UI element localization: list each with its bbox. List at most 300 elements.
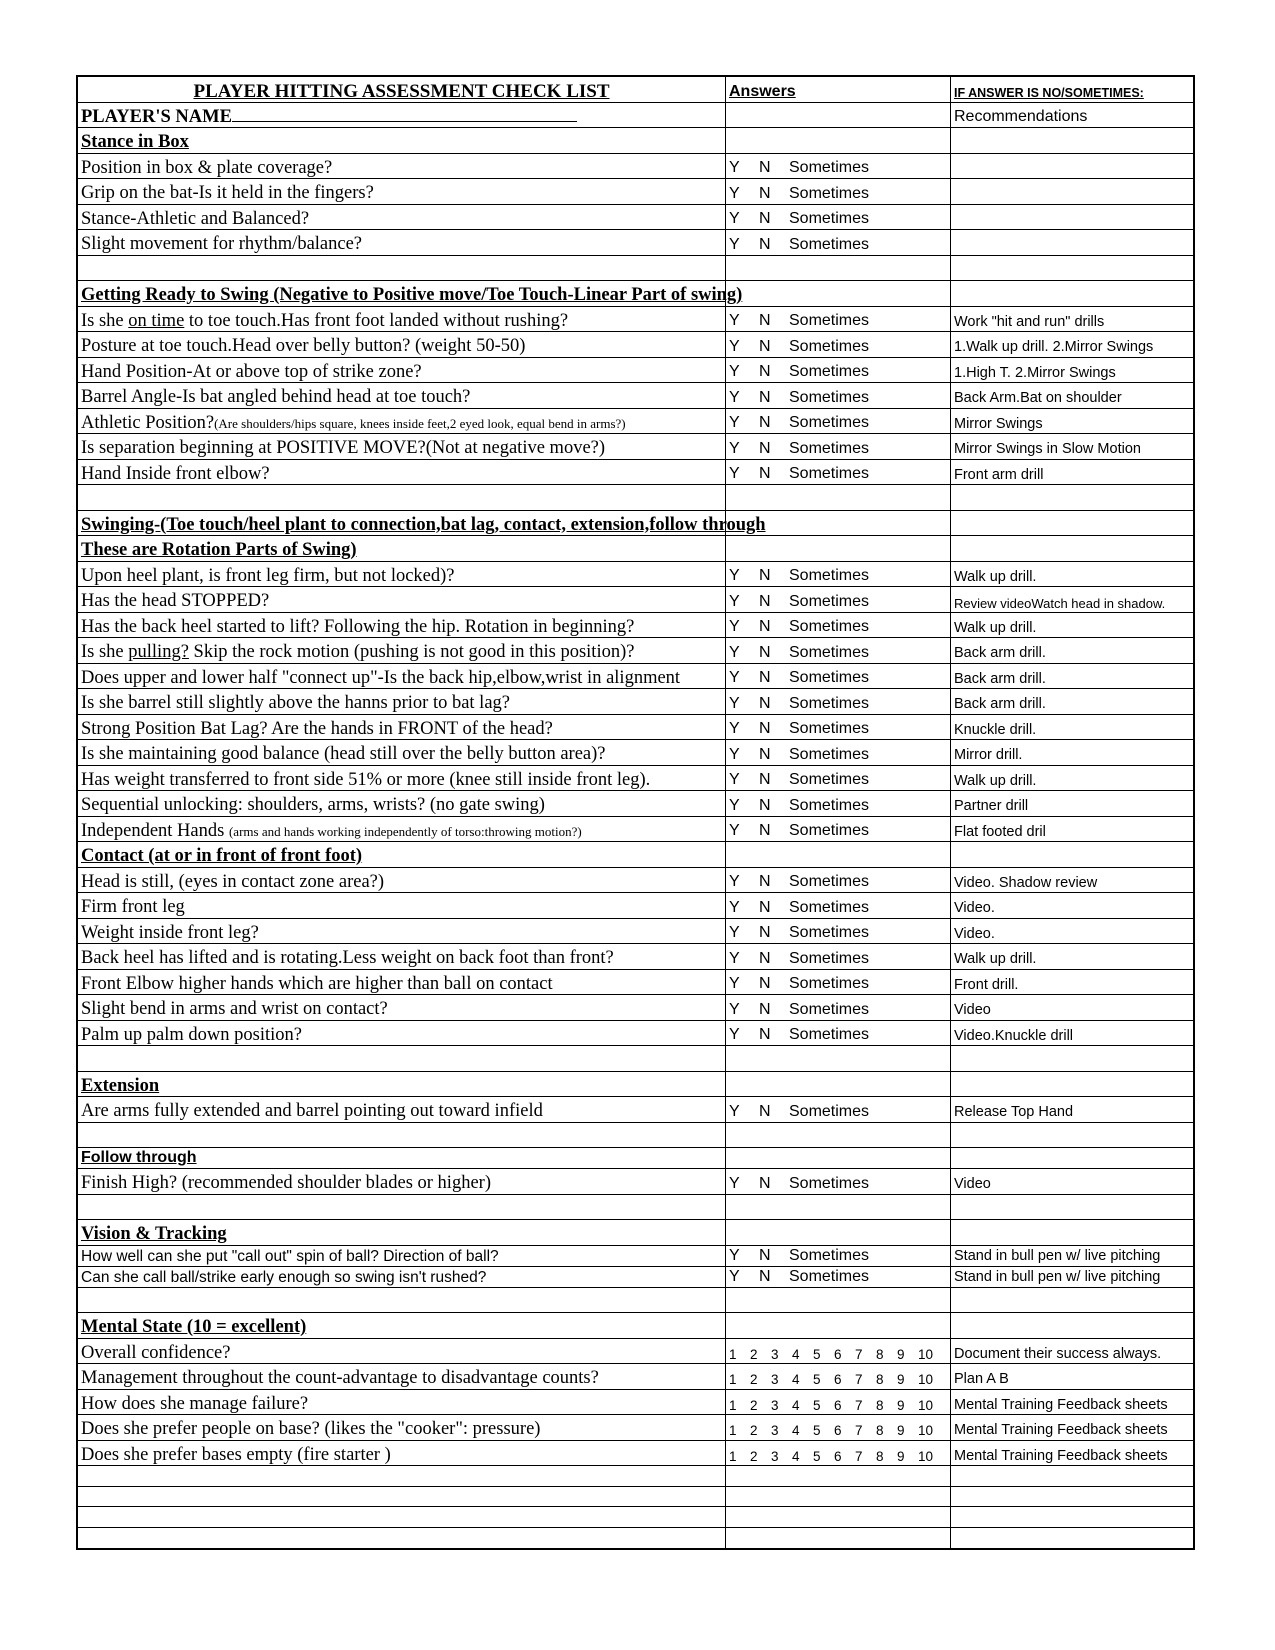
answer-options[interactable] [729, 1176, 869, 1192]
question-text: Are arms fully extended and barrel pointing out toward infield [81, 1101, 543, 1121]
answer-options[interactable] [729, 645, 869, 661]
rating-option: 9 [897, 1346, 905, 1362]
answer-sometimes: Sometimes [789, 1026, 870, 1043]
recommendation-cell [951, 434, 1193, 459]
table-row [78, 868, 1193, 894]
recommendation-cell [951, 1021, 1193, 1046]
answer-cell [726, 1021, 951, 1046]
question-cell [78, 383, 726, 408]
question-text [81, 822, 582, 841]
table-row [78, 1507, 1193, 1528]
table-row [78, 689, 1193, 715]
recommendation-text: Front drill. [954, 976, 1019, 993]
answer-options[interactable] [729, 696, 869, 712]
recommendation-text: Mirror Swings [954, 415, 1043, 432]
answer-yes: Y [729, 210, 740, 227]
rating-option: 4 [792, 1346, 800, 1362]
question-cell [78, 970, 726, 995]
answer-cell [726, 893, 951, 918]
answer-cell [726, 536, 951, 561]
question-cell [78, 511, 766, 536]
table-row [78, 128, 1193, 154]
question-cell [78, 154, 726, 179]
question-cell [78, 638, 726, 663]
answer-options[interactable] [729, 466, 869, 482]
rating-option: 10 [918, 1372, 934, 1387]
recommendation-text: 1.Walk up drill. 2.Mirror Swings [954, 339, 1154, 355]
question-text: Has weight transferred to front side 51% or more (knee still inside front leg). [81, 769, 651, 790]
table-row [78, 1390, 1193, 1416]
answer-sometimes: Sometimes [789, 618, 870, 635]
question-text: How does she manage failure? [81, 1393, 309, 1414]
answer-yes: Y [729, 312, 740, 329]
recommendation-text: Video [954, 1002, 991, 1018]
answer-cell [726, 944, 951, 969]
section-title: These are Rotation Parts of Swing) [81, 540, 357, 560]
rating-option: 8 [876, 1397, 884, 1413]
recommendation-cell [951, 944, 1193, 969]
recommendation-text: Video.Knuckle drill [954, 1027, 1074, 1044]
question-text: Posture at toe touch.Head over belly button? (weight 50-50) [81, 336, 526, 356]
answer-options[interactable] [729, 568, 869, 584]
recommendation-cell [951, 842, 1193, 867]
answer-options[interactable] [729, 364, 869, 380]
answer-cell [726, 1097, 951, 1122]
recommendation-cell [951, 817, 1193, 842]
answer-options[interactable] [729, 951, 869, 967]
recommendation-text: Document their success always. [954, 1345, 1162, 1362]
recommendation-cell [951, 1072, 1193, 1097]
answer-sometimes: Sometimes [789, 898, 870, 916]
rating-scale[interactable] [729, 1348, 939, 1362]
rating-option: 1 [729, 1372, 737, 1387]
table-row [78, 1021, 1193, 1047]
answer-cell [726, 766, 951, 791]
recommendation-text: Back Arm.Bat on shoulder [954, 390, 1122, 406]
answer-sometimes: Sometimes [789, 1174, 870, 1192]
answer-sometimes: Sometimes [789, 592, 870, 610]
table-row [78, 638, 1193, 664]
rating-option: 7 [855, 1397, 863, 1413]
question-cell [78, 1415, 726, 1440]
rating-option: 9 [897, 1448, 905, 1464]
recommendation-text: Video [954, 1176, 991, 1192]
table-row [78, 1288, 1193, 1314]
question-text: Back heel has lifted and is rotating.Less weight on back foot than front? [81, 948, 614, 968]
answer-cell [726, 1046, 951, 1071]
table-row [78, 1364, 1193, 1390]
rating-option: 9 [897, 1372, 905, 1387]
table-row [78, 383, 1193, 409]
section-title: Stance in Box [81, 132, 189, 152]
table-row [78, 1169, 1193, 1195]
answer-options[interactable] [729, 594, 869, 610]
answer-yes: Y [729, 720, 740, 737]
recommendation-text: Walk up drill. [954, 568, 1037, 585]
question-cell [78, 1267, 726, 1287]
answer-no: N [759, 1000, 771, 1018]
rating-option: 8 [876, 1423, 884, 1438]
rating-option: 2 [750, 1372, 758, 1387]
answer-cell [726, 1195, 951, 1220]
table-row [78, 1046, 1193, 1072]
answer-cell [726, 128, 951, 153]
rating-option: 3 [771, 1346, 779, 1362]
answer-yes: Y [729, 1026, 740, 1043]
question-text: Upon heel plant, is front leg firm, but not locked)? [81, 565, 455, 586]
answer-options[interactable] [729, 798, 869, 814]
recommendation-text: Front arm drill [954, 466, 1044, 483]
answer-options[interactable] [729, 186, 869, 202]
rating-option: 8 [876, 1372, 884, 1387]
question-cell [78, 842, 726, 867]
question-cell [78, 1195, 726, 1220]
rating-option: 5 [813, 1346, 821, 1362]
recommendation-text: Mirror drill. [954, 747, 1023, 763]
page-title: PLAYER HITTING ASSESSMENT CHECK LIST [193, 80, 610, 102]
answer-no: N [759, 669, 771, 686]
answer-options[interactable] [729, 1104, 869, 1120]
rating-option: 4 [792, 1397, 800, 1413]
question-text-note: (Are shoulders/hips square, knees inside feet,2 eyed look, equal bend in arms?) [214, 415, 626, 431]
rating-scale[interactable] [729, 1424, 939, 1438]
answer-yes: Y [729, 898, 740, 916]
answer-options[interactable] [729, 1002, 869, 1018]
answer-cell [726, 485, 951, 510]
answer-cell [726, 1246, 951, 1266]
answer-sometimes: Sometimes [789, 745, 870, 763]
recommendation-cell [951, 1390, 1193, 1415]
answer-yes: Y [729, 669, 740, 686]
table-row [78, 358, 1193, 384]
rating-option: 7 [855, 1448, 863, 1464]
answer-yes: Y [729, 414, 740, 431]
answer-options[interactable] [729, 747, 869, 763]
answer-cell [726, 332, 951, 357]
answer-sometimes: Sometimes [789, 1000, 870, 1018]
answer-no: N [759, 975, 771, 992]
section-title: Extension [81, 1075, 160, 1096]
question-cell [78, 995, 726, 1020]
answer-options[interactable] [729, 772, 869, 788]
table-row [78, 434, 1193, 460]
answer-cell [726, 689, 951, 714]
question-text: Does she prefer people on base? (likes the "cooker": pressure) [81, 1419, 541, 1439]
table-row [78, 893, 1193, 919]
answer-yes: Y [729, 949, 740, 967]
answer-no: N [759, 210, 771, 227]
question-text-part: Athletic Position? [81, 412, 215, 433]
answer-yes: Y [729, 873, 740, 890]
question-text: Barrel Angle-Is bat angled behind head at toe touch? [81, 387, 471, 407]
answer-no: N [759, 898, 771, 916]
recommendation-cell [951, 511, 1193, 536]
rating-option: 6 [834, 1448, 842, 1464]
answer-options[interactable] [729, 160, 869, 176]
answer-cell [726, 1487, 951, 1507]
question-cell [78, 1220, 726, 1245]
answer-yes: Y [729, 1174, 740, 1192]
answer-options[interactable] [729, 619, 869, 635]
answer-options[interactable] [729, 441, 869, 457]
answer-sometimes: Sometimes [789, 694, 870, 712]
answer-sometimes: Sometimes [789, 184, 870, 202]
answer-options[interactable] [729, 211, 869, 227]
answer-cell [726, 1507, 951, 1527]
rating-option: 10 [918, 1423, 934, 1438]
question-text [81, 414, 626, 433]
rating-scale[interactable] [729, 1399, 939, 1413]
answer-yes: Y [729, 1102, 740, 1120]
recommendation-text: Back arm drill. [954, 696, 1046, 712]
question-cell [78, 1339, 726, 1364]
recommendation-text: Video. [954, 925, 995, 942]
section-title: Follow through [81, 1149, 197, 1166]
answer-cell [726, 307, 951, 332]
question-text: Sequential unlocking: shoulders, arms, wrists? (no gate swing) [81, 795, 545, 815]
answer-options[interactable] [729, 823, 869, 839]
rating-option: 10 [918, 1346, 934, 1362]
answer-options[interactable] [729, 237, 869, 253]
answer-no: N [759, 312, 771, 329]
answer-cell [726, 103, 951, 128]
recommendation-cell [951, 1288, 1193, 1313]
answer-options[interactable] [729, 670, 869, 686]
table-row [78, 715, 1193, 741]
section-title: Vision & Tracking [81, 1224, 227, 1244]
question-cell [78, 332, 726, 357]
question-text: Has the head STOPPED? [81, 591, 270, 611]
answer-no: N [759, 745, 771, 763]
rating-option: 6 [834, 1346, 842, 1362]
answer-no: N [759, 618, 771, 635]
recommendation-cell [951, 205, 1193, 230]
question-text: Stance-Athletic and Balanced? [81, 208, 310, 229]
recommendation-cell [951, 1313, 1193, 1338]
answer-sometimes: Sometimes [789, 873, 870, 890]
table-row [78, 536, 1193, 562]
answer-cell [726, 154, 951, 179]
question-cell [78, 868, 726, 893]
recommendation-cell [951, 638, 1193, 663]
table-row [78, 1123, 1193, 1149]
recommendation-cell [951, 613, 1193, 638]
answer-no: N [759, 1026, 771, 1043]
answer-cell [726, 1313, 951, 1338]
table-row [78, 485, 1193, 511]
answer-cell [726, 1364, 951, 1389]
answer-cell [726, 1415, 951, 1440]
rating-option: 4 [792, 1423, 800, 1438]
recommendation-text: Release Top Hand [954, 1104, 1074, 1120]
answer-cell [726, 460, 951, 485]
rating-scale[interactable] [729, 1450, 939, 1464]
question-cell [78, 1072, 726, 1097]
question-text: Slight bend in arms and wrist on contact? [81, 999, 388, 1019]
question-text [81, 312, 568, 331]
question-cell [78, 1097, 726, 1122]
question-cell [78, 434, 726, 459]
question-text: Grip on the bat-Is it held in the fingers? [81, 183, 374, 203]
table-row [78, 1220, 1193, 1246]
rating-option: 2 [750, 1397, 758, 1413]
question-text-underlined: pulling? [128, 642, 189, 662]
recommendation-cell [951, 740, 1193, 765]
answer-no: N [759, 388, 771, 406]
answer-options[interactable] [729, 925, 869, 941]
recommendation-cell [951, 1046, 1193, 1071]
recommendation-cell [951, 230, 1193, 255]
answer-cell [726, 970, 951, 995]
table-row [78, 1487, 1193, 1508]
question-text: Is she maintaining good balance (head still over the belly button area)? [81, 744, 606, 764]
answer-yes: Y [729, 1246, 740, 1264]
table-row [78, 409, 1193, 435]
answer-cell [726, 919, 951, 944]
answer-options[interactable] [729, 721, 869, 737]
table-row [78, 944, 1193, 970]
table-row [78, 664, 1193, 690]
recommendation-cell [951, 358, 1193, 383]
question-cell [78, 77, 726, 102]
question-cell [78, 791, 726, 816]
recommendation-cell [951, 1466, 1193, 1486]
answer-sometimes: Sometimes [789, 796, 870, 814]
answer-cell [726, 358, 951, 383]
answer-cell [726, 1267, 951, 1287]
question-text-part: Is she [81, 642, 129, 662]
answer-sometimes: Sometimes [789, 643, 870, 661]
answer-sometimes: Sometimes [789, 235, 870, 253]
recommendation-cell [951, 77, 1193, 102]
answer-yes: Y [729, 439, 740, 457]
answer-options[interactable] [729, 900, 869, 916]
question-text: Management throughout the count-advantage to disadvantage counts? [81, 1368, 599, 1388]
question-cell [78, 1364, 726, 1389]
question-text: How well can she put "call out" spin of ball? Direction of ball? [81, 1248, 499, 1265]
answer-cell [726, 791, 951, 816]
question-text: Hand Inside front elbow? [81, 463, 270, 484]
table-row [78, 230, 1193, 256]
rating-option: 1 [729, 1448, 737, 1464]
answer-sometimes: Sometimes [789, 312, 870, 329]
question-cell [78, 817, 726, 842]
answer-no: N [759, 414, 771, 431]
answer-yes: Y [729, 235, 740, 253]
recommendation-cell [951, 1169, 1193, 1194]
recommendation-cell [951, 103, 1193, 128]
answer-options[interactable] [729, 874, 869, 890]
question-text: Hand Position-At or above top of strike zone? [81, 361, 422, 382]
recommendation-text: Mirror Swings in Slow Motion [954, 441, 1141, 457]
answer-sometimes: Sometimes [789, 924, 870, 941]
answer-options[interactable] [729, 339, 869, 355]
recommendation-cell [951, 893, 1193, 918]
answer-sometimes: Sometimes [789, 975, 870, 992]
answer-yes: Y [729, 796, 740, 814]
rating-option: 7 [855, 1372, 863, 1387]
answer-cell [726, 383, 951, 408]
answer-no: N [759, 159, 771, 176]
recommendation-text: Mental Training Feedback sheets [954, 1447, 1168, 1464]
recommendation-cell [951, 664, 1193, 689]
question-cell [78, 1021, 726, 1046]
rating-option: 9 [897, 1397, 905, 1413]
rating-option: 3 [771, 1448, 779, 1464]
rating-scale[interactable] [729, 1373, 939, 1387]
answer-cell [726, 587, 951, 612]
assessment-sheet [76, 75, 1195, 1550]
answer-no: N [759, 720, 771, 737]
recommendation-cell [951, 179, 1193, 204]
question-cell [78, 1148, 726, 1168]
answer-no: N [759, 337, 771, 355]
answer-cell [726, 1441, 951, 1466]
answer-options[interactable] [729, 415, 869, 431]
rating-option: 2 [750, 1423, 758, 1438]
recommendation-cell [951, 332, 1193, 357]
answer-yes: Y [729, 618, 740, 635]
recommendation-cell [951, 1364, 1193, 1389]
rating-option: 8 [876, 1448, 884, 1464]
recommendation-text: Plan A B [954, 1371, 1009, 1387]
answer-sometimes: Sometimes [789, 1102, 870, 1120]
rating-option: 3 [771, 1397, 779, 1413]
recommendation-cell [951, 409, 1193, 434]
question-cell [78, 893, 726, 918]
answer-cell [726, 1123, 951, 1148]
answer-cell [726, 1339, 951, 1364]
question-cell [78, 1123, 726, 1148]
recommendation-text: Walk up drill. [954, 772, 1037, 789]
rating-option: 9 [897, 1423, 905, 1438]
recommendation-cell [951, 1528, 1193, 1549]
answer-yes: Y [729, 745, 740, 763]
answer-options[interactable] [729, 1027, 869, 1043]
answer-yes: Y [729, 771, 740, 788]
answer-cell [726, 409, 951, 434]
recommendation-cell [951, 970, 1193, 995]
table-row [78, 740, 1193, 766]
recommendation-text: 1.High T. 2.Mirror Swings [954, 364, 1116, 381]
answer-sometimes: Sometimes [789, 669, 870, 686]
answer-yes: Y [729, 363, 740, 380]
table-row [78, 791, 1193, 817]
answer-options[interactable] [729, 313, 869, 329]
question-text-part: Skip the rock motion (pushing is not good in this position)? [188, 642, 635, 662]
answer-options[interactable] [729, 1248, 869, 1264]
recommendation-text: Back arm drill. [954, 670, 1046, 687]
question-text-part: Independent Hands [81, 820, 229, 841]
answer-options[interactable] [729, 976, 869, 992]
rating-option: 5 [813, 1372, 821, 1387]
rating-option: 3 [771, 1423, 779, 1438]
question-cell [78, 1246, 726, 1266]
question-cell [78, 562, 726, 587]
answer-options[interactable] [729, 390, 869, 406]
question-cell [78, 281, 743, 306]
answer-cell [726, 1288, 951, 1313]
name-line [232, 120, 577, 122]
table-row [78, 1195, 1193, 1221]
answer-sometimes: Sometimes [789, 363, 870, 380]
players-name-field[interactable] [81, 108, 577, 127]
answer-options[interactable] [729, 1269, 869, 1285]
players-name-label: PLAYER'S NAME [81, 106, 232, 127]
question-cell [78, 460, 726, 485]
answer-cell [726, 230, 951, 255]
rating-option: 10 [918, 1448, 934, 1464]
